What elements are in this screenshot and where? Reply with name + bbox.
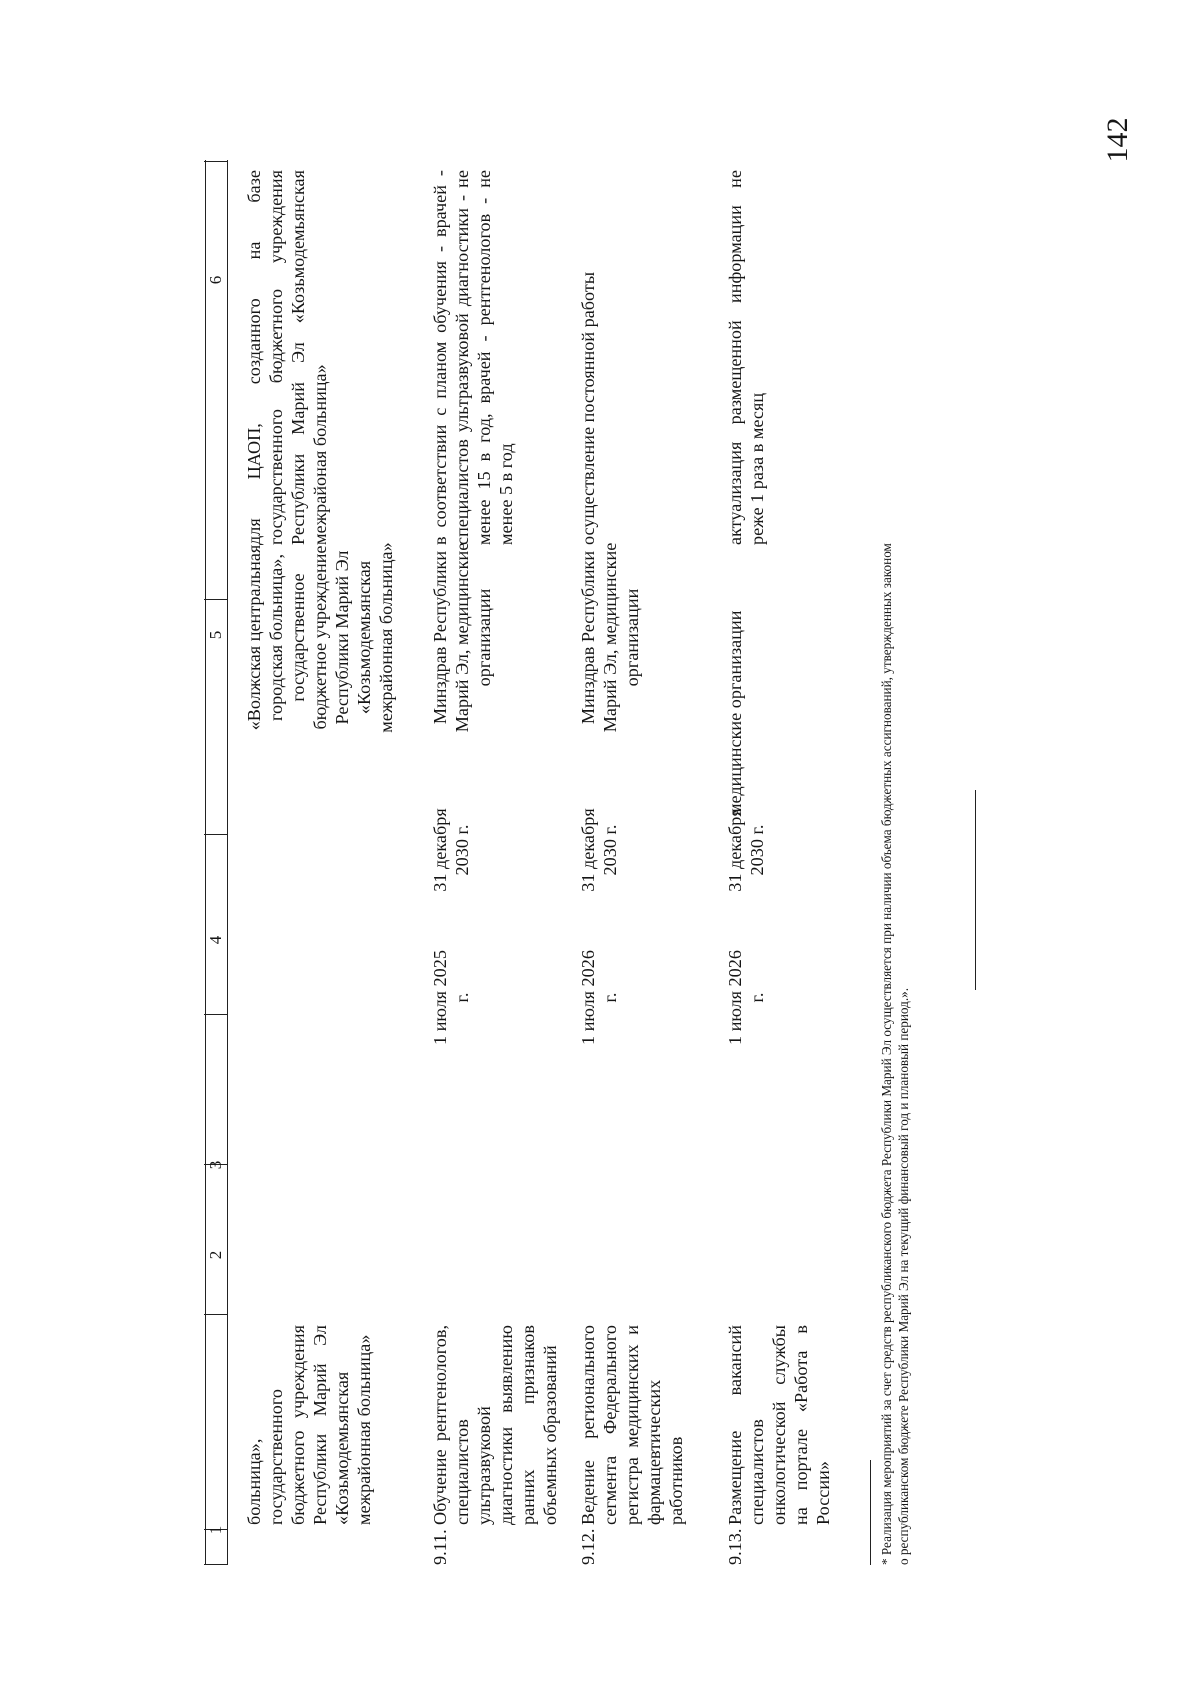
row-start: 1 июля 2025 г. bbox=[430, 950, 472, 1045]
footnote-separator bbox=[870, 1460, 871, 1565]
footnote-line-1: * Реализация мероприятий за счет средств республиканского бюджета Республики Марий Эл осуществляется при наличии объема бюджетных ассигнований, утвержденных законом bbox=[879, 543, 894, 1565]
row-responsible: «Волжская центральная городская больница», государственное бюджетное учреждение Республики Марий Эл «Козьмодемьянская межрайонная больница» bbox=[244, 542, 396, 733]
row-name: Обучение рентгенологов, специалистов ультразвуковой диагностики выявлению ранних признаков объемных образований bbox=[430, 1325, 560, 1525]
row-end: 31 декабря 2030 г. bbox=[578, 808, 620, 892]
row-name: больница», государственного бюджетного учреждения Республики Марий Эл «Козьмодемьянская межрайонная больница» bbox=[244, 1325, 374, 1525]
page-number: 142 bbox=[1101, 117, 1134, 163]
row-result: актуализация размещенной информации не реже 1 раза в месяц bbox=[725, 170, 767, 545]
row-responsible: медицинские организации bbox=[725, 610, 745, 815]
row-start: 1 июля 2026 г. bbox=[725, 950, 767, 1045]
row-name: Ведение регионального сегмента Федерального регистра медицинских и фармацевтических работников bbox=[578, 1325, 686, 1525]
header-col-5: 5 bbox=[206, 630, 225, 640]
row-responsible: Минздрав Республики Марий Эл, медицинские организации bbox=[578, 542, 642, 733]
row-number: 9.13. bbox=[725, 1528, 745, 1565]
section-separator bbox=[975, 790, 976, 990]
row-number: 9.12. bbox=[578, 1528, 598, 1565]
header-col-6: 6 bbox=[206, 275, 225, 285]
row-start: 1 июля 2026 г. bbox=[578, 950, 620, 1045]
row-end: 31 декабря 2030 г. bbox=[725, 808, 767, 892]
row-result: для ЦАОП, созданного на базе государственного бюджетного учреждения Республики Марий Эл «Козьмодемьянская межрайоная больница» bbox=[244, 170, 330, 545]
row-name: Размещение вакансий специалистов онкологической службы на портале «Работа в России» bbox=[725, 1325, 833, 1525]
header-col-1: 1 bbox=[206, 1525, 225, 1535]
row-end: 31 декабря 2030 г. bbox=[430, 808, 472, 892]
rotated-table-block bbox=[205, 160, 985, 1565]
header-col-2: 2 bbox=[206, 1250, 225, 1260]
header-col-3: 3 bbox=[206, 1160, 225, 1170]
table-header-rule bbox=[227, 160, 228, 1565]
row-result: в соответствии с планом обучения - врачей - специалистов ультразвуковой диагностики - не менее 15 в год, врачей - рентгенологов - не менее 5 в год bbox=[430, 170, 516, 545]
row-responsible: Минздрав Республики Марий Эл, медицинские организации bbox=[430, 542, 494, 733]
header-col-4: 4 bbox=[206, 935, 225, 945]
footnote-line-2: о республиканском бюджете Республики Марий Эл на текущий финансовый год и плановый период.». bbox=[896, 987, 911, 1565]
row-number: 9.11. bbox=[430, 1529, 450, 1565]
row-result: осуществление постоянной работы bbox=[578, 271, 598, 545]
